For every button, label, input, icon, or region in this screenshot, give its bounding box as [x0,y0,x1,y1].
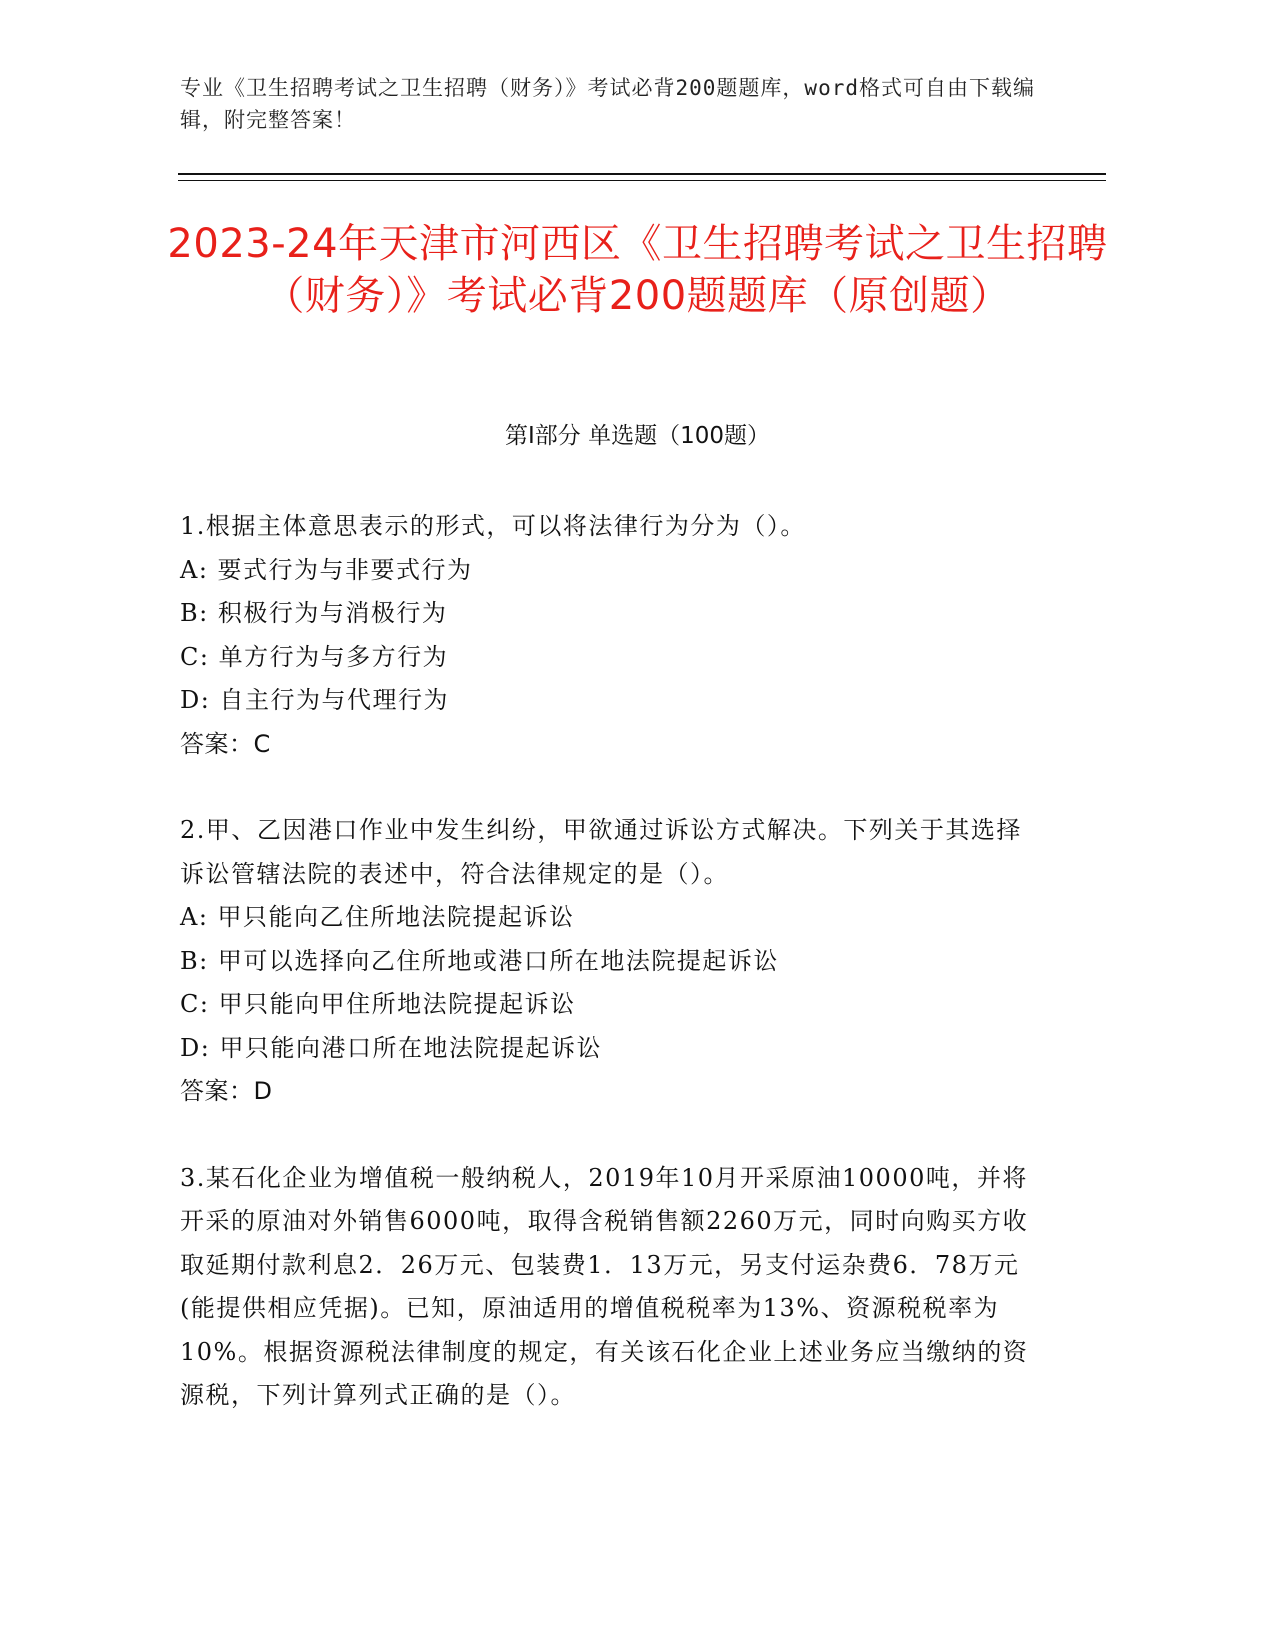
option-b: B: 甲可以选择向乙住所地或港口所在地法院提起诉讼 [180,946,779,975]
option-d: D: 甲只能向港口所在地法院提起诉讼 [180,1033,602,1062]
header-divider-thin [178,180,1106,181]
question-3 [180,1157,1030,1418]
header-note: 专业《卫生招聘考试之卫生招聘（财务）》考试必背200题题库，word格式可自由下载编辑，附完整答案！ [180,76,1035,132]
option-c: C: 甲只能向甲住所地法院提起诉讼 [180,990,576,1018]
question-1 [180,505,1030,766]
header-divider-thick [178,173,1106,175]
question-stem: 1.根据主体意思表示的形式，可以将法律行为分为（）。 [180,512,806,540]
question-2 [180,809,1030,1114]
answer: 答案：C [180,729,271,758]
page-title: 2023-24年天津市河西区《卫生招聘考试之卫生招聘（财务）》考试必背200题题库（原创题） [167,221,1108,319]
question-stem: 2.甲、乙因港口作业中发生纠纷，甲欲通过诉讼方式解决。下列关于其选择诉讼管辖法院的表述中，符合法律规定的是（）。 [180,816,1022,888]
option-b: B: 积极行为与消极行为 [180,599,448,627]
option-a: A: 甲只能向乙住所地法院提起诉讼 [180,903,575,931]
option-d: D: 自主行为与代理行为 [180,686,449,714]
question-stem: 3.某石化企业为增值税一般纳税人，2019年10月开采原油10000吨，并将开采的原油对外销售6000吨，取得含税销售额2260万元，同时向购买方收取延期付款利息2．26万元、包装费1．13万元，另支付运杂费6．78万元(能提供相应凭据)。已知，原油适用的增值税税率为13%、资源税税率为10%。根据资源税法律制度的规定，有关该石化企业上述业务应当缴纳的资源税，下列计算列式正确的是（）。 [180,1163,1029,1409]
option-c: C: 单方行为与多方行为 [180,642,449,671]
option-a: A: 要式行为与非要式行为 [180,555,473,584]
section-title: 第Ⅰ部分 单选题（100题） [505,423,770,449]
answer: 答案：D [180,1077,273,1105]
question-list [180,505,1030,1461]
